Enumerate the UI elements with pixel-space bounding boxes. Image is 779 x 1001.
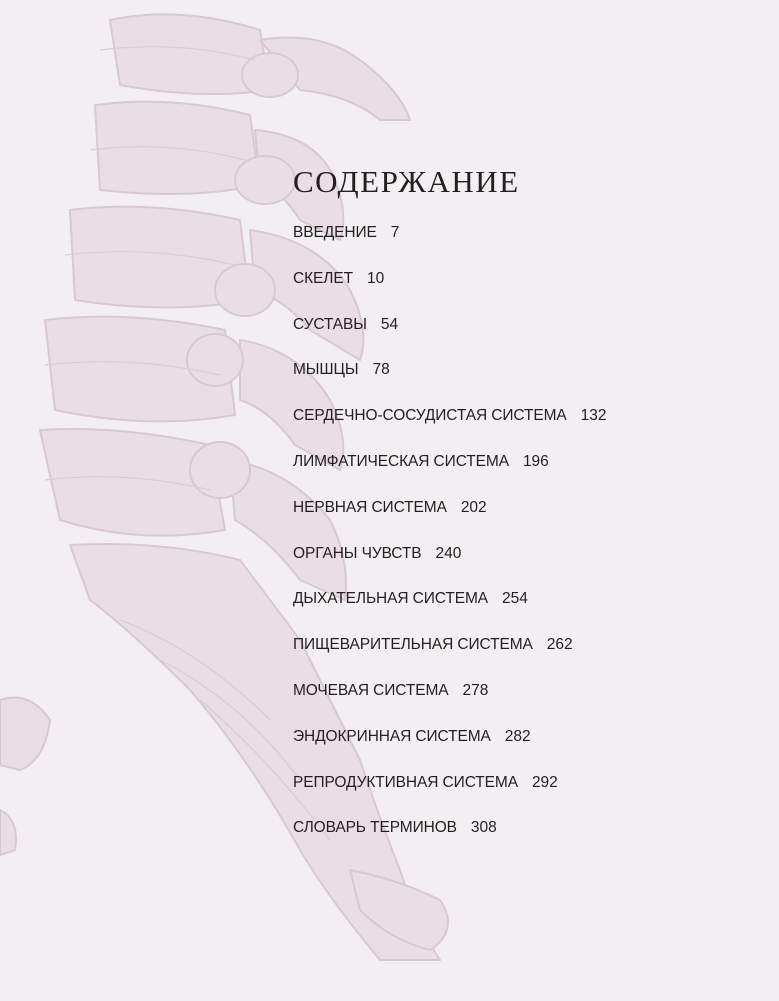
toc-entry: [293, 405, 763, 451]
toc-entry: [293, 543, 763, 589]
toc-section-title: МЫШЦЫ: [293, 361, 359, 379]
toc-entry: [293, 772, 763, 818]
toc-page-number: 54: [380, 315, 399, 333]
toc-section-title: ПИЩЕВАРИТЕЛЬНАЯ СИСТЕМА: [293, 636, 533, 654]
toc-section-title: СЕРДЕЧНО-СОСУДИСТАЯ СИСТЕМА: [293, 407, 567, 425]
toc-page-number: 292: [531, 773, 558, 791]
toc-entry: [293, 451, 763, 497]
toc-entry: [293, 680, 763, 726]
toc-section-title: СЛОВАРЬ ТЕРМИНОВ: [293, 819, 457, 837]
toc-page-number: 78: [372, 361, 390, 379]
toc-section-title: ОРГАНЫ ЧУВСТВ: [293, 544, 422, 562]
table-of-contents: [293, 162, 763, 863]
toc-entry: [293, 222, 763, 268]
toc-page-number: 10: [366, 269, 385, 287]
toc-section-title: ЛИМФАТИЧЕСКАЯ СИСТЕМА: [293, 452, 509, 470]
toc-page-number: 254: [502, 590, 528, 608]
toc-page-number: 202: [460, 498, 487, 516]
toc-page-number: 278: [462, 681, 489, 699]
toc-page-number: 308: [470, 819, 497, 837]
toc-entry: [293, 588, 763, 634]
toc-page-number: 132: [580, 407, 607, 425]
toc-page-number: 196: [522, 452, 549, 470]
toc-section-title: РЕПРОДУКТИВНАЯ СИСТЕМА: [293, 773, 518, 791]
toc-page-number: 7: [390, 224, 400, 241]
toc-page-number: 282: [504, 727, 531, 745]
toc-entry: [293, 817, 763, 863]
toc-section-title: СКЕЛЕТ: [293, 269, 353, 287]
toc-entry: [293, 634, 763, 680]
toc-section-title: МОЧЕВАЯ СИСТЕМА: [293, 681, 449, 699]
toc-entry: [293, 497, 763, 543]
toc-entry: [293, 726, 763, 772]
toc-title: СОДЕРЖАНИЕ: [293, 164, 520, 199]
toc-section-title: ВВЕДЕНИЕ: [293, 224, 377, 241]
toc-entry: [293, 359, 763, 405]
toc-entry: [293, 268, 763, 314]
toc-section-title: НЕРВНАЯ СИСТЕМА: [293, 498, 447, 516]
toc-section-title: СУСТАВЫ: [293, 315, 367, 333]
toc-page-number: 262: [546, 636, 573, 654]
toc-section-title: ЭНДОКРИННАЯ СИСТЕМА: [293, 727, 491, 745]
toc-list: [293, 222, 763, 863]
toc-entry: [293, 314, 763, 360]
toc-section-title: ДЫХАТЕЛЬНАЯ СИСТЕМА: [293, 590, 489, 608]
toc-page-number: 240: [435, 544, 462, 562]
